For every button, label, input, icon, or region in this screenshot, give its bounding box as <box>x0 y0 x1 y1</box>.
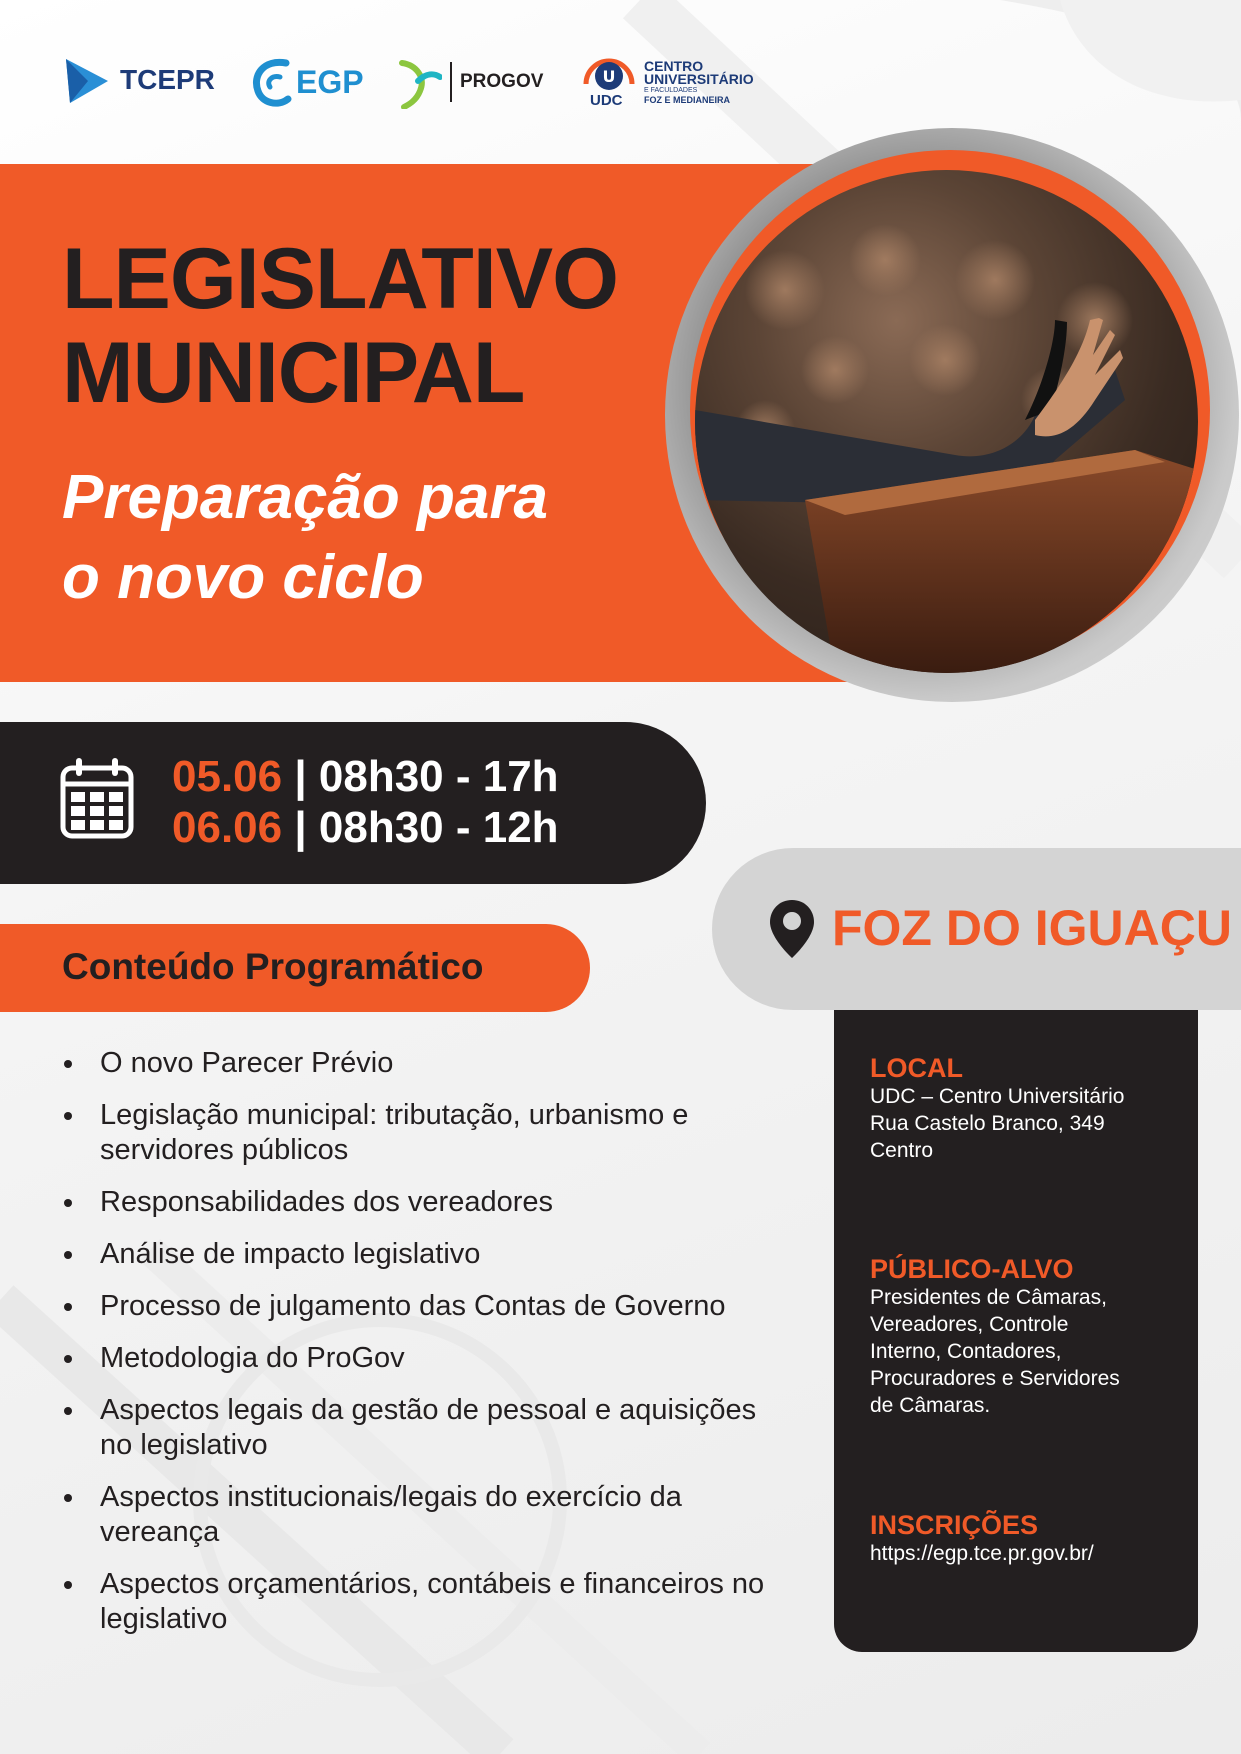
program-item-text: Responsabilidades dos vereadores <box>100 1186 554 1218</box>
program-item-text-cont: vereança <box>100 1516 220 1548</box>
local-line-3: Centro <box>870 1139 934 1162</box>
egp-logo <box>250 55 364 109</box>
program-item-text: Metodologia do ProGov <box>100 1342 405 1374</box>
program-item <box>62 1393 802 1463</box>
program-item-text: Análise de impacto legislativo <box>100 1238 481 1270</box>
program-item-text: Legislação municipal: tributação, urbanismo e <box>100 1099 689 1131</box>
program-item-text: Processo de julgamento das Contas de Governo <box>100 1290 726 1322</box>
bullet-icon <box>64 1060 72 1068</box>
schedule-time-2: 08h30 - 12h <box>318 803 559 852</box>
hero-photo-speaker-podium <box>695 170 1198 673</box>
schedule-time-1: 08h30 - 17h <box>318 752 559 801</box>
bullet-icon <box>64 1112 72 1120</box>
progov-bird-icon <box>396 55 442 109</box>
event-title <box>62 232 618 420</box>
bullet-icon <box>64 1581 72 1589</box>
registration-heading: INSCRIÇÕES <box>870 1510 1039 1540</box>
udc-line-4: FOZ E MEDIANEIRA <box>644 95 731 105</box>
audience-line-3: Interno, Contadores, <box>870 1340 1062 1363</box>
tcepr-triangle-icon <box>62 55 112 105</box>
program-item-text: Aspectos legais da gestão de pessoal e aquisições <box>100 1394 757 1426</box>
udc-abbrev: UDC <box>590 92 623 109</box>
audience-heading: PÚBLICO-ALVO <box>870 1254 1074 1284</box>
program-list <box>62 1046 802 1654</box>
udc-line-3: E FACULDADES <box>644 87 698 94</box>
program-item <box>62 1341 802 1376</box>
registration-details <box>870 1540 1170 1567</box>
hero-photo-illustration <box>695 170 1198 673</box>
program-title: Conteúdo Programático <box>62 946 484 987</box>
schedule-date-1: 05.06 <box>172 752 283 801</box>
udc-line-2: UNIVERSITÁRIO <box>644 71 754 87</box>
schedule-row-1 <box>172 751 559 803</box>
tcepr-logo-text: TCEPR <box>120 64 215 95</box>
event-subtitle-line-2: o novo ciclo <box>62 543 424 612</box>
local-line-1: UDC – Centro Universitário <box>870 1085 1125 1108</box>
audience-line-4: Procuradores e Servidores <box>870 1367 1120 1390</box>
registration-link[interactable]: https://egp.tce.pr.gov.br/ <box>870 1542 1094 1565</box>
progov-divider <box>450 62 452 102</box>
event-subtitle-line-1: Preparação para <box>62 463 548 532</box>
local-line-2: Rua Castelo Branco, 349 <box>870 1112 1105 1135</box>
program-item <box>62 1046 802 1081</box>
map-pin-icon <box>768 898 816 960</box>
progov-logo-text: PROGOV <box>460 71 544 92</box>
bullet-icon <box>64 1407 72 1415</box>
program-item <box>62 1237 802 1272</box>
program-item-text: Aspectos orçamentários, contábeis e financeiros no <box>100 1568 765 1600</box>
calendar-icon <box>60 756 134 840</box>
bullet-icon <box>64 1251 72 1259</box>
tcepr-logo <box>62 55 215 105</box>
program-item <box>62 1567 802 1637</box>
program-item <box>62 1289 802 1324</box>
progov-logo <box>396 55 543 109</box>
local-heading: LOCAL <box>870 1053 963 1083</box>
egp-swirl-icon <box>250 55 294 109</box>
location-city: FOZ DO IGUAÇU <box>832 900 1232 956</box>
audience-details <box>870 1284 1170 1419</box>
schedule-separator-1: | <box>282 752 319 801</box>
event-subtitle <box>62 458 548 618</box>
audience-line-1: Presidentes de Câmaras, <box>870 1286 1107 1309</box>
event-title-line-2: MUNICIPAL <box>62 325 525 421</box>
program-item-text: O novo Parecer Prévio <box>100 1047 394 1079</box>
udc-emblem <box>580 54 638 112</box>
program-item <box>62 1098 802 1168</box>
program-item <box>62 1480 802 1550</box>
program-item-text-cont: no legislativo <box>100 1429 268 1461</box>
program-item-text: Aspectos institucionais/legais do exercício da <box>100 1481 682 1513</box>
schedule-row-2 <box>172 802 559 854</box>
schedule-separator-2: | <box>282 803 319 852</box>
bullet-icon <box>64 1355 72 1363</box>
local-details <box>870 1083 1170 1164</box>
program-item-text-cont: servidores públicos <box>100 1134 349 1166</box>
udc-line-1: CENTRO <box>644 58 704 74</box>
udc-text-block <box>644 60 754 106</box>
egp-logo-text: EGP <box>296 63 364 100</box>
bullet-icon <box>64 1199 72 1207</box>
program-item-text-cont: legislativo <box>100 1603 228 1635</box>
schedule-date-2: 06.06 <box>172 803 283 852</box>
audience-line-2: Vereadores, Controle <box>870 1313 1069 1336</box>
bullet-icon <box>64 1494 72 1502</box>
svg-text:U: U <box>602 67 616 86</box>
udc-logo <box>580 54 754 112</box>
audience-line-5: de Câmaras. <box>870 1394 991 1417</box>
bullet-icon <box>64 1303 72 1311</box>
event-title-line-1: LEGISLATIVO <box>62 231 618 327</box>
program-item <box>62 1185 802 1220</box>
